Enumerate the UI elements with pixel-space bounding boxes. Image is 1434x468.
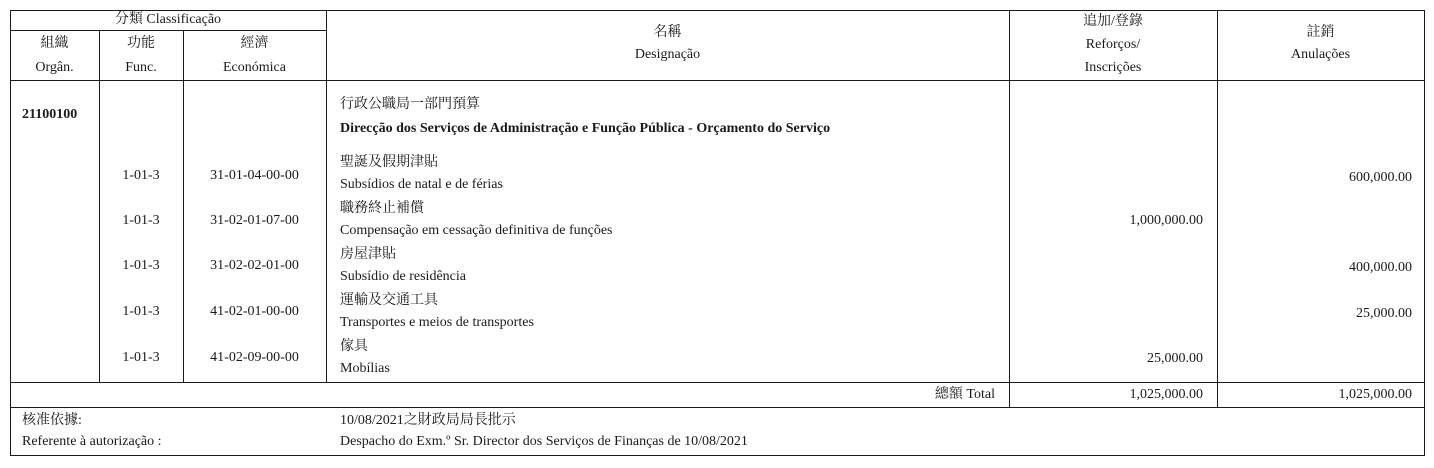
row-4-designation-cn: 運輸及交通工具	[340, 293, 438, 308]
bottom-border	[10, 455, 1424, 456]
total-row-bottom-border	[10, 407, 1424, 408]
econ-header-cn: 經濟	[240, 36, 269, 51]
row-5-designation-cn: 傢具	[340, 339, 368, 354]
header-bottom-border	[10, 80, 1424, 81]
col-divider-func	[183, 30, 184, 382]
col-divider-reforcos	[1217, 10, 1218, 408]
total-row-top-border	[10, 382, 1424, 383]
authorization-label-cn: 核准依據:	[22, 413, 82, 428]
row-3-designation-cn: 房屋津貼	[340, 247, 396, 262]
col-divider-organ	[99, 30, 100, 382]
anulacoes-header-pt: Anulações	[1290, 47, 1351, 62]
authorization-label-pt: Referente à autorização :	[22, 434, 162, 449]
row-3-func: 1-01-3	[122, 258, 160, 273]
row-5-designation-pt: Mobílias	[340, 361, 390, 376]
authorization-value-cn: 10/08/2021之財政局局長批示	[340, 413, 516, 428]
organ-code: 21100100	[22, 107, 78, 122]
row-2-reforcos: 1,000,000.00	[1129, 213, 1203, 228]
row-4-econ: 41-02-01-00-00	[210, 304, 299, 319]
service-name-pt: Direcção dos Serviços de Administração e Função Pública - Orçamento do Serviço	[340, 121, 831, 136]
reforcos-header-cn: 追加/登錄	[1083, 14, 1143, 29]
classification-divider	[10, 30, 326, 31]
organ-header-pt: Orgân.	[35, 60, 74, 75]
authorization-value-pt: Despacho do Exm.º Sr. Director dos Serviços de Finanças de 10/08/2021	[340, 434, 748, 449]
col-divider-econ	[326, 10, 327, 383]
row-5-func: 1-01-3	[122, 350, 160, 365]
row-1-designation-cn: 聖誕及假期津貼	[340, 155, 438, 170]
row-5-econ: 41-02-09-00-00	[210, 350, 299, 365]
service-name-cn: 行政公職局一部門預算	[340, 97, 480, 112]
designation-header-pt: Designação	[634, 47, 701, 62]
row-3-econ: 31-02-02-01-00	[210, 258, 299, 273]
row-3-anulacoes: 400,000.00	[1349, 260, 1412, 275]
func-header-cn: 功能	[127, 36, 155, 51]
row-2-func: 1-01-3	[122, 213, 160, 228]
designation-header-cn: 名稱	[653, 25, 682, 40]
econ-header-pt: Económica	[223, 60, 286, 75]
total-label: 總額 Total	[934, 387, 995, 402]
row-5-reforcos: 25,000.00	[1147, 351, 1203, 366]
reforcos-header-pt-2: Inscrições	[1084, 60, 1142, 75]
row-4-func: 1-01-3	[122, 304, 160, 319]
row-1-econ: 31-01-04-00-00	[210, 168, 299, 183]
row-2-econ: 31-02-01-07-00	[210, 213, 299, 228]
func-header-pt: Func.	[125, 60, 157, 75]
row-3-designation-pt: Subsídio de residência	[340, 269, 466, 284]
anulacoes-header-cn: 註銷	[1306, 25, 1335, 40]
reforcos-header-pt-1: Reforços/	[1085, 37, 1141, 52]
row-1-designation-pt: Subsídios de natal e de férias	[340, 177, 503, 192]
right-border	[1424, 10, 1425, 456]
row-1-func: 1-01-3	[122, 168, 160, 183]
classification-header: 分類 Classificação	[114, 12, 222, 27]
total-reforcos: 1,025,000.00	[1129, 387, 1203, 402]
organ-header-cn: 組織	[40, 36, 69, 51]
row-2-designation-pt: Compensação em cessação definitiva de funções	[340, 223, 613, 238]
row-4-designation-pt: Transportes e meios de transportes	[340, 315, 534, 330]
row-4-anulacoes: 25,000.00	[1356, 306, 1412, 321]
total-anulacoes: 1,025,000.00	[1338, 387, 1412, 402]
row-2-designation-cn: 職務終止補償	[340, 201, 424, 216]
row-1-anulacoes: 600,000.00	[1349, 170, 1412, 185]
